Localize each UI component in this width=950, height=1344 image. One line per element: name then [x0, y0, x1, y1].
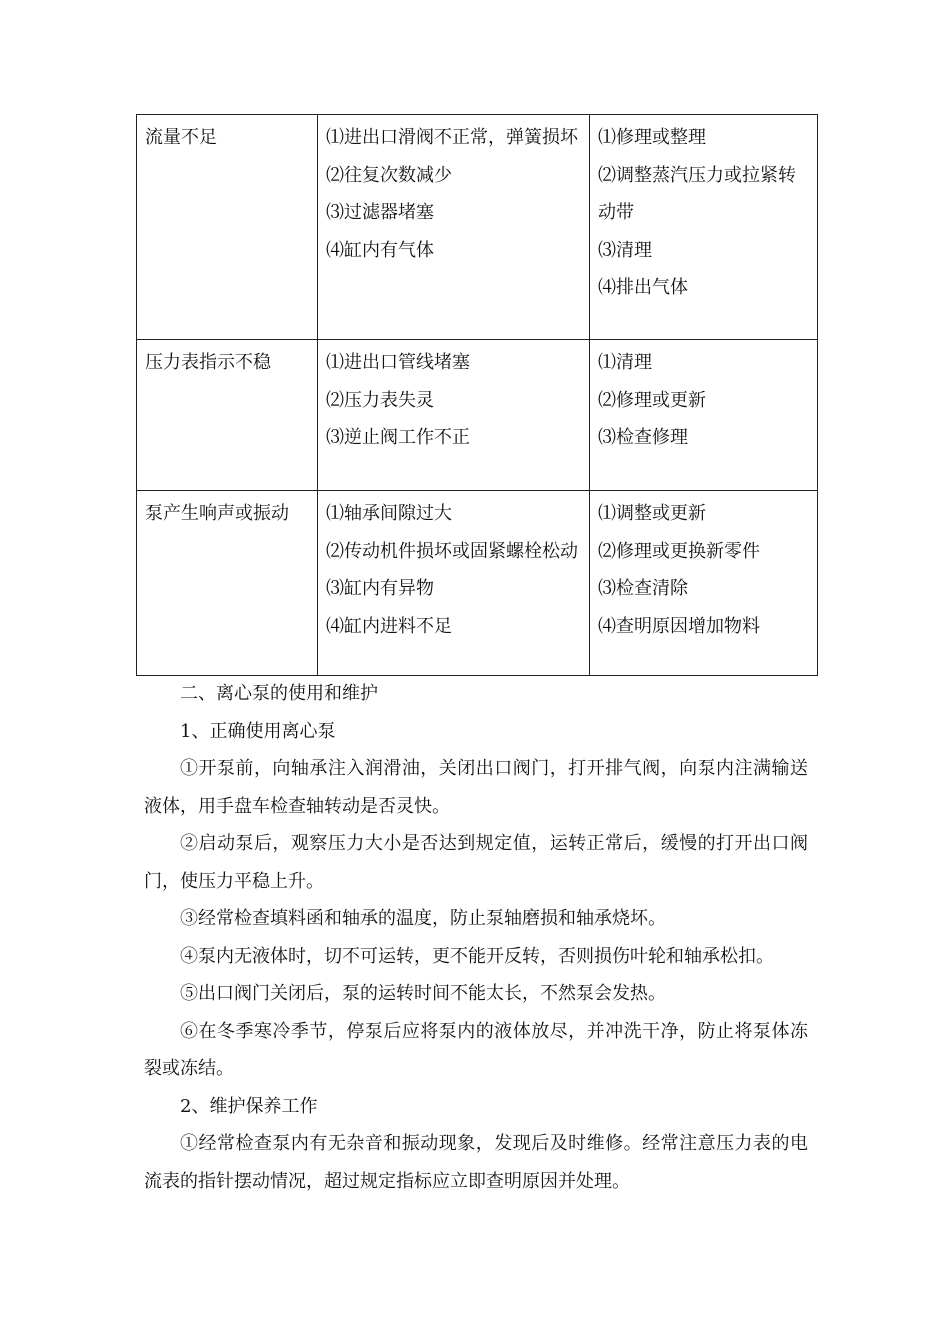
cause-item: ⑶缸内有异物 [326, 578, 434, 599]
table-row [137, 491, 818, 676]
cause-item: ⑷缸内进料不足 [326, 615, 452, 637]
remedies-cell [590, 115, 818, 340]
remedy-item: ⑴调整或更新 [598, 503, 706, 524]
causes-cell [318, 491, 590, 676]
fault-label: 流量不足 [145, 127, 217, 148]
cause-item: ⑴进出口管线堵塞 [326, 352, 470, 373]
causes-cell [318, 340, 590, 491]
paragraph: ⑥在冬季寒冷季节，停泵后应将泵内的液体放尽，并冲洗干净，防止将泵体冻裂或冻结。 [144, 1020, 808, 1079]
table-row [137, 115, 818, 340]
cause-item: ⑷缸内有气体 [326, 239, 434, 261]
cause-item: ⑶逆止阀工作不正 [326, 427, 470, 448]
paragraph: ③经常检查填料函和轴承的温度，防止泵轴磨损和轴承烧坏。 [180, 908, 666, 929]
paragraph: ⑤出口阀门关闭后，泵的运转时间不能太长，不然泵会发热。 [180, 983, 666, 1004]
remedy-item: ⑴清理 [598, 352, 652, 373]
remedy-item: ⑵调整蒸汽压力或拉紧转动带 [598, 164, 796, 223]
cause-item: ⑵传动机件损坏或固紧螺栓松动 [326, 540, 578, 562]
paragraph: ④泵内无液体时，切不可运转，更不能开反转，否则损伤叶轮和轴承松扣。 [180, 945, 774, 967]
remedy-item: ⑶清理 [598, 239, 652, 261]
cause-item: ⑵压力表失灵 [326, 389, 434, 411]
fault-cell [137, 491, 318, 676]
remedy-item: ⑷排出气体 [598, 277, 688, 298]
fault-label: 压力表指示不稳 [145, 352, 271, 373]
causes-cell [318, 115, 590, 340]
cause-item: ⑵往复次数减少 [326, 164, 452, 186]
remedy-item: ⑴修理或整理 [598, 127, 706, 148]
remedy-item: ⑷查明原因增加物料 [598, 615, 760, 637]
remedy-item: ⑵修理或更换新零件 [598, 540, 760, 562]
subsection-heading: 2、维护保养工作 [180, 1095, 318, 1117]
paragraph: ①开泵前，向轴承注入润滑油，关闭出口阀门，打开排气阀，向泵内注满输送液体，用手盘车检查轴转动是否灵快。 [144, 758, 808, 817]
remedies-cell [590, 491, 818, 676]
cause-item: ⑶过滤器堵塞 [326, 202, 434, 223]
subsection-heading: 1、正确使用离心泵 [180, 720, 336, 742]
remedy-item: ⑵修理或更新 [598, 389, 706, 411]
paragraph: ①经常检查泵内有无杂音和振动现象，发现后及时维修。经常注意压力表的电流表的指针摆动情况，超过规定指标应立即查明原因并处理。 [144, 1133, 808, 1192]
cause-item: ⑴进出口滑阀不正常，弹簧损坏 [326, 127, 578, 148]
fault-label: 泵产生响声或振动 [145, 503, 289, 524]
remedies-cell [590, 340, 818, 491]
fault-cell [137, 340, 318, 491]
section-heading: 二、离心泵的使用和维护 [180, 683, 378, 704]
paragraph: ②启动泵后，观察压力大小是否达到规定值，运转正常后，缓慢的打开出口阀门，使压力平稳上升。 [144, 833, 808, 892]
body-text [144, 675, 808, 1200]
fault-cell [137, 115, 318, 340]
cause-item: ⑴轴承间隙过大 [326, 503, 452, 524]
remedy-item: ⑶检查清除 [598, 578, 688, 599]
remedy-item: ⑶检查修理 [598, 427, 688, 448]
table-row [137, 340, 818, 491]
troubleshooting-table [136, 114, 818, 676]
